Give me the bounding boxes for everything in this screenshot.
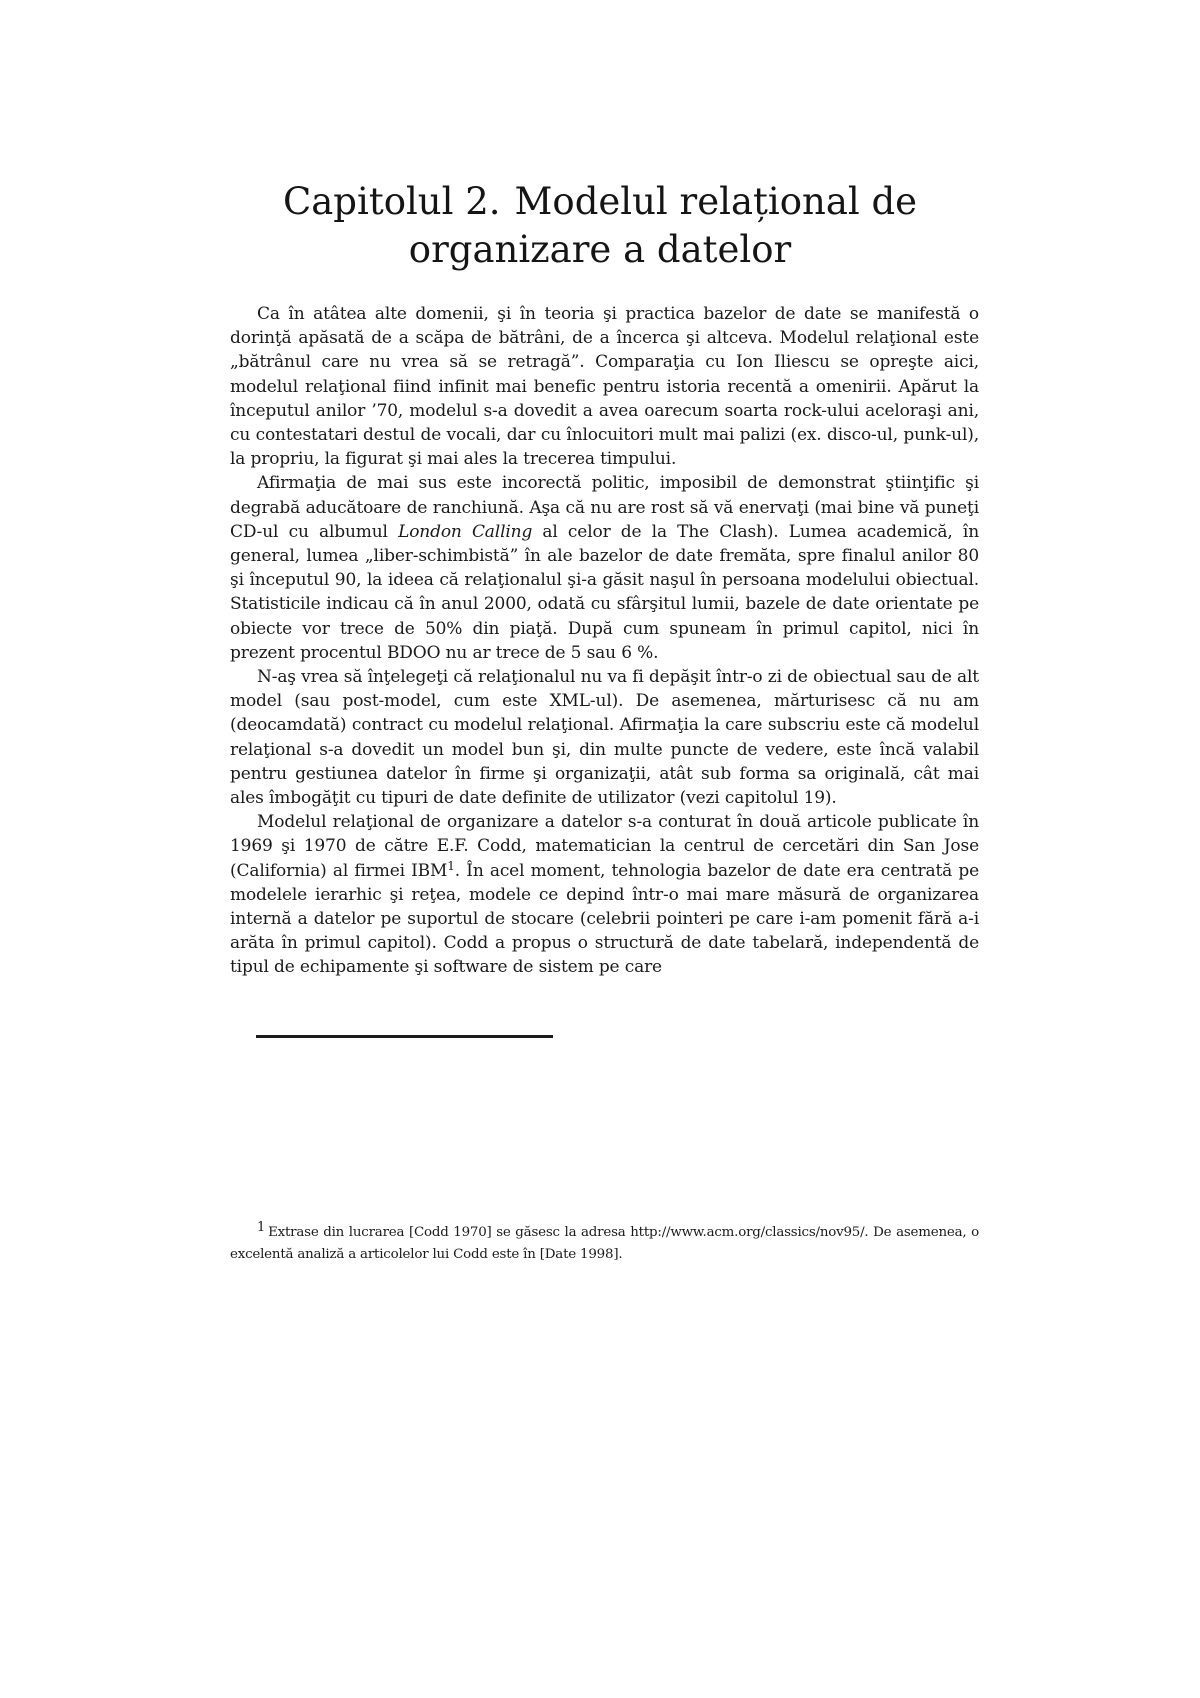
paragraph-4-part-b: . În acel moment, tehnologia bazelor de date era centrată pe modelele ierarhic şi reţea, modele ce depind într-o mai mare măsură de organizarea internă a datelor pe suportul de stocare (celebrii pointeri pe care i-am pomenit fără a-i arăta în primul capitol). Codd a propus o structură de date tabelară, independentă de tipul de echipamente şi software de sistem pe care [230,860,979,978]
chapter-number: Capitolul 2. [282,180,501,223]
chapter-title [200,178,1000,274]
paragraph-2-part-b: al celor de la The Clash). Lumea academică, în general, lumea „liber-schimbistă” în ale bazelor de date fremăta, spre finalul anilor 80 şi începutul 90, la ideea că relaţionalul şi-a găsit naşul în persoana modelului obiectual. Statisticile indicau că în anul 2000, odată cu sfârşitul lumii, bazele de date orientate pe obiecte vor trece de 50% din piaţă. După cum spuneam în primul capitol, nici în prezent procentul BDOO nu ar trece de 5 sau 6 %. [230,521,979,663]
chapter-title-line2: organizare a datelor [408,228,792,271]
footnote-marker: 1 [257,1220,266,1235]
footnote [230,1222,979,1266]
paragraph-4 [230,810,979,979]
paragraph-1: Ca în atâtea alte domenii, şi în teoria şi practica bazelor de date se manifestă o dorinţă apăsată de a scăpa de bătrâni, de a încerca şi altceva. Modelul relaţional este „bătrânul care nu vrea să se retragă”. Comparaţia cu Ion Iliescu se opreşte aici, modelul relaţional fiind infinit mai benefic pentru istoria recentă a omenirii. Apărut la începutul anilor ’70, modelul s-a dovedit a avea oarecum soarta rock-ului aceloraşi ani, cu contestatari destul de vocali, dar cu înlocuitori mult mai palizi (ex. disco-ul, punk-ul), la propriu, la figurat şi mai ales la trecerea timpului. [230,304,979,470]
footnote-separator [256,1035,553,1038]
album-title: London Calling [398,521,533,542]
paragraph-4-part-a: Modelul relaţional de organizare a datelor s-a conturat în două articole publicate în 1969 şi 1970 de către E.F. Codd, matematician la centrul de cercetări din San Jose (California) al firmei IBM [230,812,979,881]
paragraph-3: N-aş vrea să înţelegeţi că relaţionalul nu va fi depăşit într-o zi de obiectual sau de alt model (sau post-model, cum este XML-ul). De asemenea, mărturisesc că nu am (deocamdată) contract cu modelul relaţional. Afirmaţia la care subscriu este că modelul relaţional s-a dovedit un model bun şi, din multe puncte de vedere, este încă valabil pentru gestiunea datelor în firme şi organizaţii, atât sub forma sa originală, cât mai ales îmbogăţit cu tipuri de date definite de utilizator (vezi capitolul 19). [230,667,979,809]
footnote-text: Extrase din lucrarea [Codd 1970] se găsesc la adresa http://www.acm.org/classics/nov95/. De asemenea, o excelentă analiză a articolelor lui Codd este în [Date 1998]. [230,1225,979,1262]
footnote-reference[interactable]: 1 [447,858,455,873]
paragraph-2-part-a: Afirmaţia de mai sus este incorectă politic, imposibil de demonstrat ştiinţific şi degrabă aducătoare de ranchiună. Aşa că nu are rost să vă enervaţi (mai bine vă puneţi CD-ul cu albumul [230,473,979,542]
chapter-body [230,302,979,980]
chapter-title-line1: Modelul relațional de [514,180,918,223]
paragraph-2 [230,471,979,665]
